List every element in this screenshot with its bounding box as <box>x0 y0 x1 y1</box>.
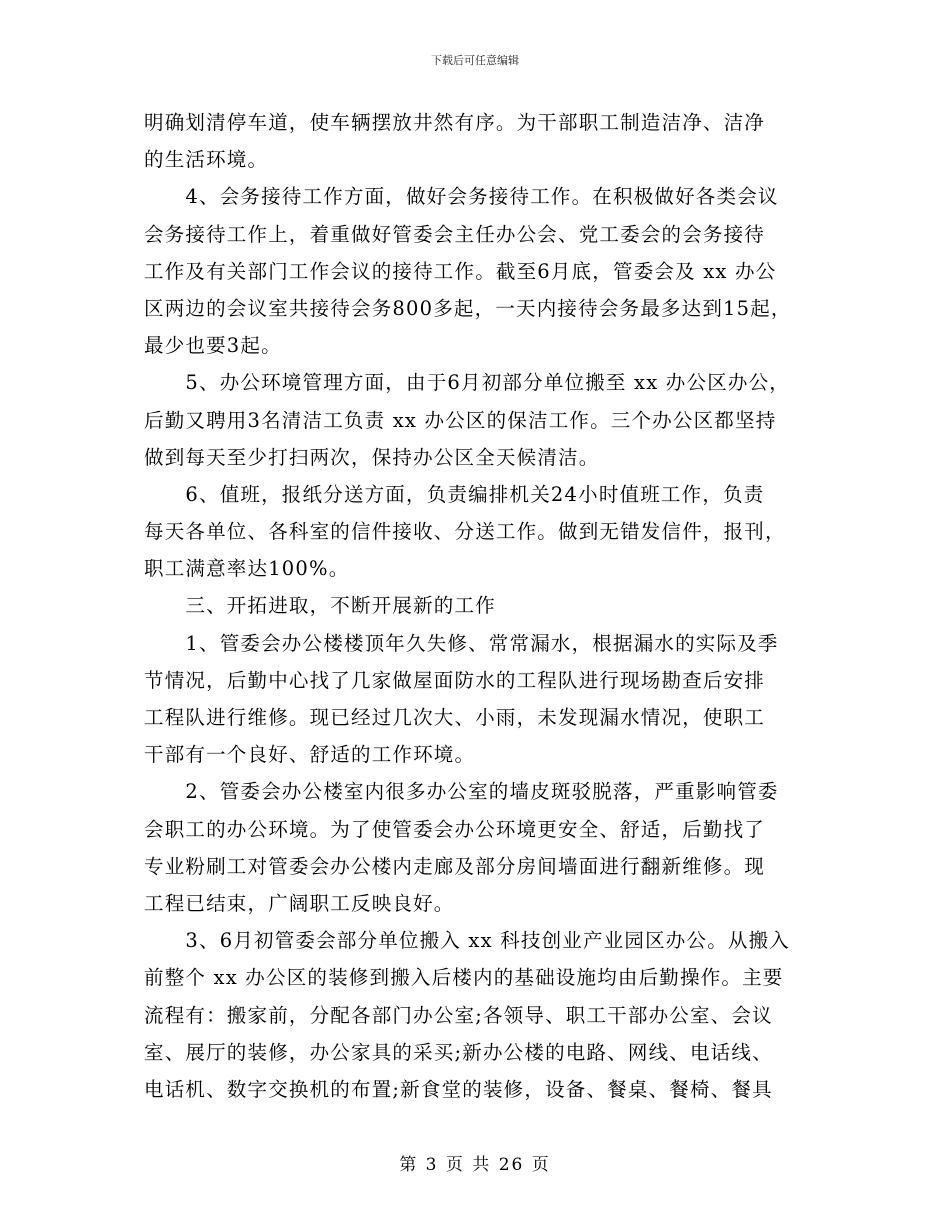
text-line: 1、管委会办公楼楼顶年久失修、常常漏水，根据漏水的实际及季 <box>144 631 779 655</box>
text-line: 会职工的办公环境。为了使管委会办公环境更安全、舒适，后勤找了 <box>144 817 766 841</box>
text-line: 电话机、数字交换机的布置;新食堂的装修，设备、餐桌、餐椅、餐具 <box>144 1077 773 1101</box>
text-line: 会务接待工作上，着重做好管委会主任办公会、党工委会的会务接待 <box>144 222 766 246</box>
text-line: 4、会务接待工作方面，做好会务接待工作。在积极做好各类会议 <box>144 185 779 209</box>
body-text <box>144 104 814 1108</box>
text-line: 最少也要3起。 <box>144 334 282 358</box>
text-line: 的生活环境。 <box>144 148 269 172</box>
text-line: 流程有：搬家前，分配各部门办公室;各领导、职工干部办公室、会议 <box>144 1003 773 1027</box>
text-line: 干部有一个良好、舒适的工作环境。 <box>144 743 476 767</box>
text-line: 明确划清停车道，使车辆摆放井然有序。为干部职工制造洁净、洁净 <box>144 111 766 134</box>
text-line: 前整个 xx 办公区的装修到搬入后楼内的基础设施均由后勤操作。主要 <box>144 966 784 990</box>
text-line: 工作及有关部门工作会议的接待工作。截至6月底，管委会及 xx 办公 <box>144 259 777 283</box>
text-line: 工程已结束，广阔职工反映良好。 <box>144 891 455 915</box>
text-line: 5、办公环境管理方面，由于6月初部分单位搬至 xx 办公区办公， <box>144 371 791 395</box>
text-line: 工程队进行维修。现已经过几次大、小雨，未发现漏水情况，使职工 <box>144 706 766 729</box>
text-line: 3、6月初管委会部分单位搬入 xx 科技创业产业园区办公。从搬入 <box>144 929 791 953</box>
text-line: 区两边的会议室共接待会务800多起，一天内接待会务最多达到15起， <box>144 296 792 320</box>
text-line: 做到每天至少打扫两次，保持办公区全天候清洁。 <box>144 445 600 469</box>
page-footer: 第 3 页 共 26 页 <box>399 1155 551 1175</box>
text-line: 专业粉刷工对管委会办公楼内走廊及部分房间墙面进行翻新维修。现 <box>144 854 766 878</box>
text-line: 2、管委会办公楼室内很多办公室的墙皮斑驳脱落，严重影响管委 <box>144 780 779 804</box>
text-line: 每天各单位、各科室的信件接收、分送工作。做到无错发信件，报刊， <box>144 520 786 544</box>
text-line: 后勤又聘用3名清洁工负责 xx 办公区的保洁工作。三个办公区都坚持 <box>144 408 777 432</box>
text-line: 职工满意率达100%。 <box>144 557 350 581</box>
page-header: 下载后可任意编辑 <box>431 54 519 67</box>
text-line: 三、开拓进取，不断开展新的工作 <box>144 594 496 618</box>
text-line: 6、值班，报纸分送方面，负责编排机关24小时值班工作，负责 <box>144 482 765 506</box>
text-line: 节情况，后勤中心找了几家做屋面防水的工程队进行现场勘查后安排 <box>144 668 766 692</box>
text-line: 室、展厅的装修，办公家具的采买;新办公楼的电路、网线、电话线、 <box>144 1040 773 1064</box>
